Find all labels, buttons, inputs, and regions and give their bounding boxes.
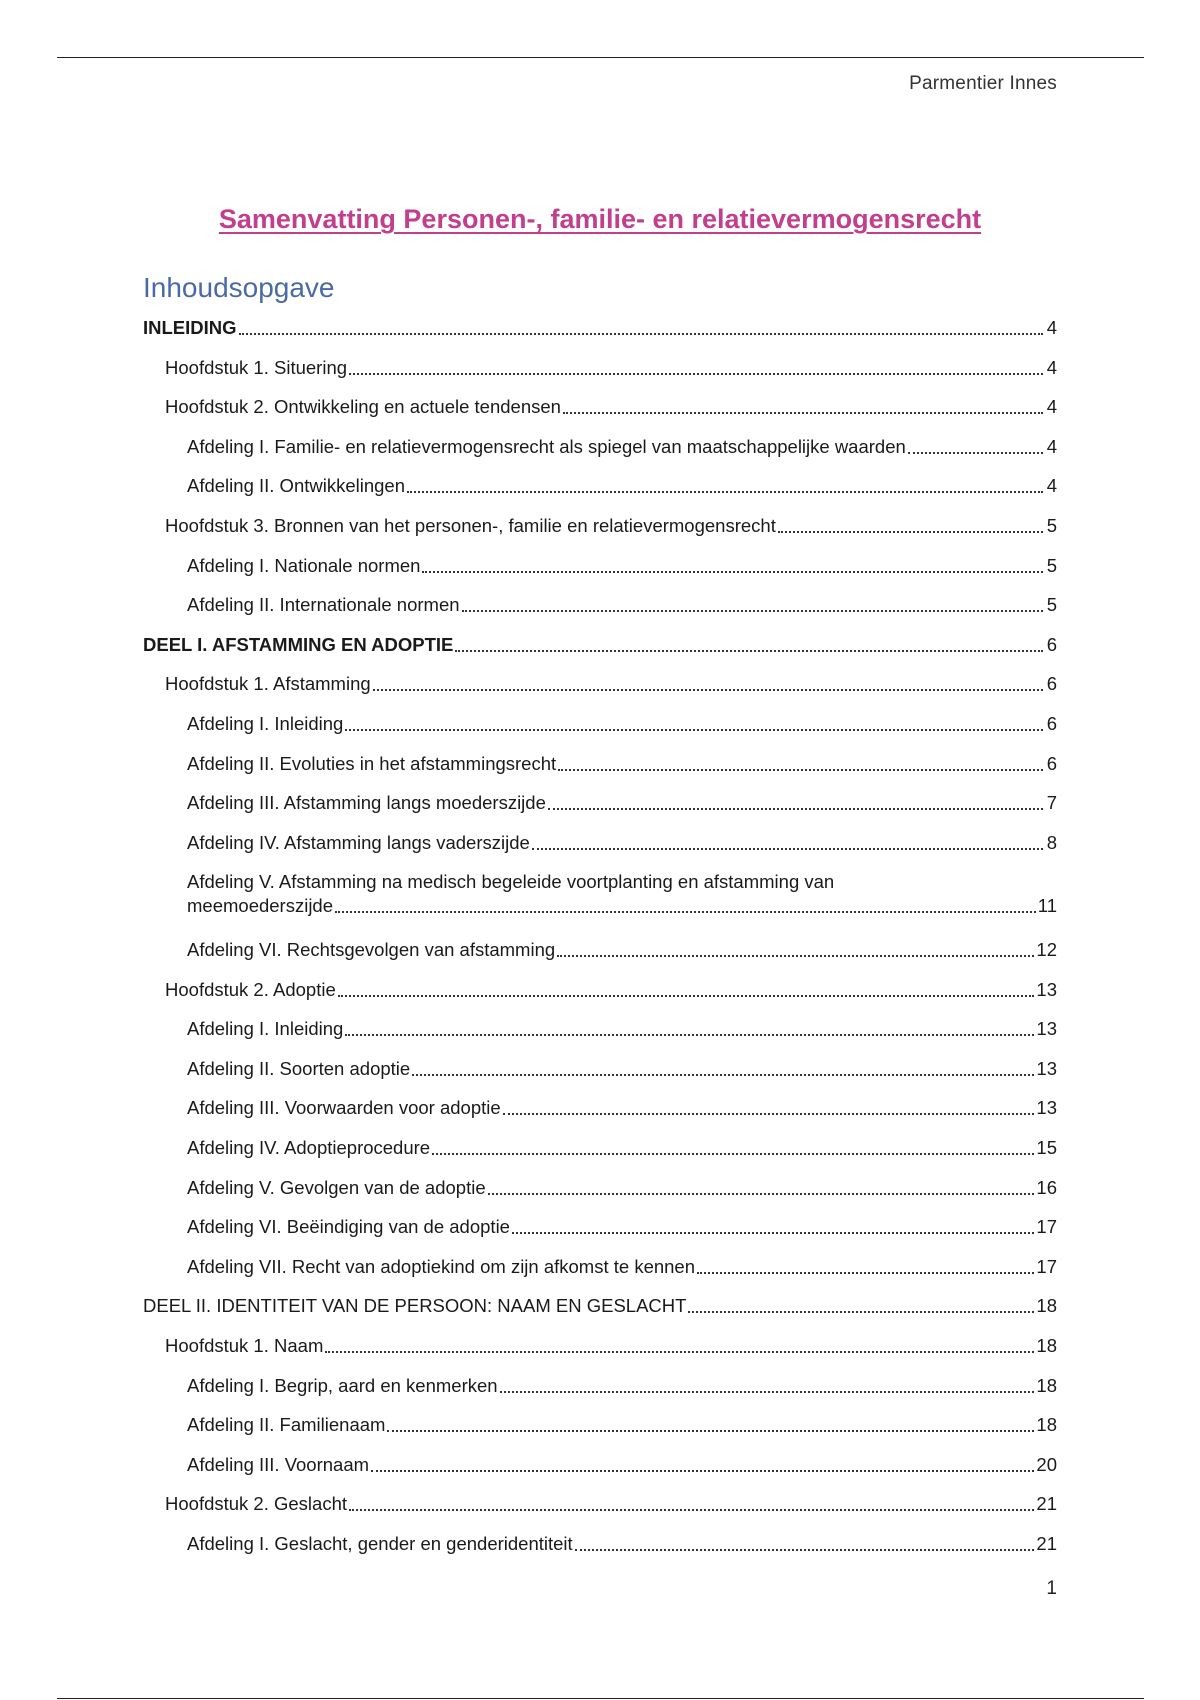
toc-dot-leader	[335, 910, 1036, 913]
toc-entry-title: Afdeling I. Familie- en relatievermogensrecht als spiegel van maatschappelijke waarden	[187, 435, 906, 457]
toc-entry-title: Hoofdstuk 2. Adoptie	[165, 978, 336, 1000]
toc-entry-title: Hoofdstuk 1. Naam	[165, 1335, 324, 1356]
toc-dot-leader	[532, 847, 1043, 850]
toc-entry-title: Afdeling III. Afstamming langs moederszijde	[187, 792, 546, 814]
toc-entry-title: Hoofdstuk 3. Bronnen van het personen-, familie en relatievermogensrecht	[165, 515, 776, 536]
toc-entry-page: 16	[1036, 1176, 1057, 1198]
toc-entry-page: 17	[1036, 1255, 1057, 1277]
toc-entry[interactable]	[187, 1176, 1057, 1200]
toc-entry-title: Afdeling II. Internationale normen	[187, 594, 460, 616]
toc-entry[interactable]	[187, 791, 1057, 815]
toc-entry-title: Hoofdstuk 2. Ontwikkeling en actuele tendensen	[165, 396, 561, 418]
toc-dot-leader	[697, 1271, 1034, 1274]
toc-dot-leader	[558, 768, 1043, 771]
toc-dot-leader	[575, 1548, 1035, 1551]
toc-entry-page: 18	[1036, 1335, 1057, 1356]
toc-entry-page: 4	[1046, 475, 1057, 497]
toc-dot-leader	[462, 609, 1043, 612]
toc-entry-page: 15	[1036, 1137, 1057, 1158]
toc-entry[interactable]	[165, 395, 1057, 419]
toc-entry[interactable]	[143, 316, 1057, 340]
toc-dot-leader	[239, 332, 1043, 335]
toc-dot-leader	[778, 530, 1043, 533]
toc-entry[interactable]	[187, 1413, 1057, 1437]
toc-entry[interactable]	[165, 978, 1057, 1002]
toc-entry-page: 18	[1036, 1374, 1057, 1396]
toc-dot-leader	[412, 1073, 1034, 1076]
toc-entry-title: Afdeling II. Evoluties in het afstammingsrecht	[187, 752, 557, 774]
toc-entry-page: 18	[1036, 1295, 1057, 1317]
toc-entry-page: 20	[1036, 1453, 1057, 1475]
toc-entry-title: Afdeling I. Inleiding	[187, 1018, 344, 1040]
toc-entry[interactable]	[187, 435, 1057, 459]
toc-entry[interactable]	[165, 1492, 1057, 1516]
toc-entry-page: 8	[1046, 831, 1057, 853]
toc-dot-leader	[349, 372, 1043, 375]
toc-entry[interactable]	[187, 554, 1057, 578]
toc-dot-leader	[407, 490, 1043, 493]
document-title: Samenvatting Personen-, familie- en relatievermogensrecht	[218, 204, 982, 234]
toc-entry[interactable]	[187, 938, 1057, 962]
toc-dot-leader	[548, 807, 1043, 810]
toc-entry-title: Afdeling VII. Recht van adoptiekind om zijn afkomst te kennen	[187, 1255, 696, 1277]
page-number: 1	[1046, 1578, 1057, 1599]
toc-entry[interactable]	[187, 474, 1057, 498]
toc-dot-leader	[325, 1350, 1034, 1353]
toc-entry-title: Afdeling I. Nationale normen	[187, 554, 421, 576]
toc-entry-page: 13	[1036, 1057, 1057, 1079]
header-author: Parmentier Innes	[909, 73, 1057, 94]
toc-entry-title: DEEL II. IDENTITEIT VAN DE PERSOON: NAAM EN GESLACHT	[143, 1295, 687, 1317]
toc-entry-page: 21	[1036, 1533, 1057, 1554]
footer-rule	[57, 1698, 1144, 1699]
toc-entry[interactable]	[187, 1136, 1057, 1160]
toc-entry-title: Hoofdstuk 1. Afstamming	[165, 673, 371, 695]
toc-dot-leader	[338, 994, 1035, 997]
toc-dot-leader	[387, 1429, 1034, 1432]
toc-entry-title: Hoofdstuk 2. Geslacht	[165, 1493, 348, 1515]
toc-entry[interactable]	[143, 633, 1057, 657]
toc-entry[interactable]	[165, 1334, 1057, 1358]
toc-entry-title: Afdeling IV. Adoptieprocedure	[187, 1137, 431, 1158]
toc-entry-title: DEEL I. AFSTAMMING EN ADOPTIE	[143, 633, 454, 655]
toc-entry-page: 12	[1036, 939, 1057, 960]
toc-entry-title: Hoofdstuk 1. Situering	[165, 356, 348, 378]
toc-entry[interactable]	[187, 593, 1057, 617]
toc-entry-page: 21	[1036, 1493, 1057, 1515]
toc-entry-title: Afdeling III. Voorwaarden voor adoptie	[187, 1097, 501, 1119]
toc-entry-page: 13	[1036, 978, 1057, 1000]
toc-dot-leader	[563, 411, 1043, 414]
toc-entry-title: INLEIDING	[143, 317, 237, 338]
toc-entry[interactable]	[187, 1096, 1057, 1120]
toc-entry-title: Afdeling V. Afstamming na medisch begeleide voortplanting en afstamming van	[187, 871, 835, 893]
toc-entry-page: 13	[1036, 1018, 1057, 1040]
toc-entry[interactable]	[187, 1453, 1057, 1477]
toc-entry-page: 6	[1046, 633, 1057, 655]
toc-entry-title: Afdeling II. Familienaam	[187, 1414, 386, 1436]
toc-entry-title: Afdeling III. Voornaam	[187, 1453, 370, 1475]
toc-entry-page: 5	[1046, 515, 1057, 536]
toc-entry-title: Afdeling I. Inleiding	[187, 713, 344, 734]
toc-entry-title: Afdeling IV. Afstamming langs vaderszijde	[187, 831, 530, 853]
toc-entry-title: Afdeling VI. Beëindiging van de adoptie	[187, 1216, 510, 1238]
toc-dot-leader	[455, 649, 1043, 652]
toc-entry-title: Afdeling VI. Rechtsgevolgen van afstamming	[187, 939, 556, 960]
toc-dot-leader	[688, 1310, 1034, 1313]
toc-entry-page: 5	[1046, 554, 1057, 576]
toc-entry-page: 6	[1046, 713, 1057, 734]
toc-dot-leader	[349, 1508, 1034, 1511]
toc-entry-page: 4	[1046, 356, 1057, 378]
toc-entry-page: 7	[1046, 792, 1057, 814]
toc-entry[interactable]	[165, 356, 1057, 380]
toc-entry[interactable]	[187, 831, 1057, 855]
toc-entry-page: 18	[1036, 1414, 1057, 1436]
toc-entry-page: 17	[1036, 1216, 1057, 1238]
toc-dot-leader	[500, 1390, 1035, 1393]
toc-heading: Inhoudsopgave	[143, 272, 335, 303]
toc-dot-leader	[503, 1112, 1035, 1115]
toc-dot-leader	[432, 1152, 1034, 1155]
toc-entry[interactable]	[165, 514, 1057, 538]
toc-dot-leader	[557, 954, 1034, 957]
toc-entry[interactable]	[187, 752, 1057, 776]
toc-dot-leader	[345, 728, 1043, 731]
toc-entry-page: 5	[1046, 594, 1057, 616]
toc-entry-title: Afdeling I. Geslacht, gender en genderidentiteit	[187, 1533, 573, 1554]
toc-entry[interactable]	[187, 1374, 1057, 1398]
toc-dot-leader	[371, 1469, 1034, 1472]
toc-entry-title-continued: meemoederszijde	[187, 895, 334, 917]
toc-entry-page: 13	[1036, 1097, 1057, 1119]
toc-dot-leader	[488, 1192, 1035, 1195]
toc-entry[interactable]	[187, 1215, 1057, 1239]
toc-entry[interactable]	[143, 1294, 1057, 1318]
toc-entry-page: 11	[1037, 895, 1057, 917]
toc-entry-page: 6	[1046, 752, 1057, 774]
toc-entry[interactable]	[187, 1255, 1057, 1279]
toc-entry-page: 4	[1046, 396, 1057, 418]
toc-dot-leader	[512, 1231, 1034, 1234]
toc-dot-leader	[908, 451, 1043, 454]
toc-entry-title: Afdeling II. Soorten adoptie	[187, 1057, 411, 1079]
toc-entry-page: 4	[1046, 317, 1057, 338]
toc-entry[interactable]	[187, 1532, 1057, 1556]
toc-entry[interactable]	[165, 672, 1057, 696]
toc-dot-leader	[345, 1033, 1034, 1036]
toc-entry[interactable]	[187, 870, 1057, 918]
toc-entry[interactable]	[187, 1057, 1057, 1081]
header-rule	[57, 57, 1144, 58]
toc-entry[interactable]	[187, 1017, 1057, 1041]
toc-entry[interactable]	[187, 712, 1057, 736]
toc-dot-leader	[422, 570, 1043, 573]
toc-entry-page: 4	[1046, 435, 1057, 457]
toc-entry-title: Afdeling II. Ontwikkelingen	[187, 475, 406, 497]
toc-entry-page: 6	[1046, 673, 1057, 695]
toc-entry-title: Afdeling I. Begrip, aard en kenmerken	[187, 1374, 498, 1396]
toc-dot-leader	[373, 688, 1043, 691]
toc-entry-title: Afdeling V. Gevolgen van de adoptie	[187, 1176, 486, 1198]
